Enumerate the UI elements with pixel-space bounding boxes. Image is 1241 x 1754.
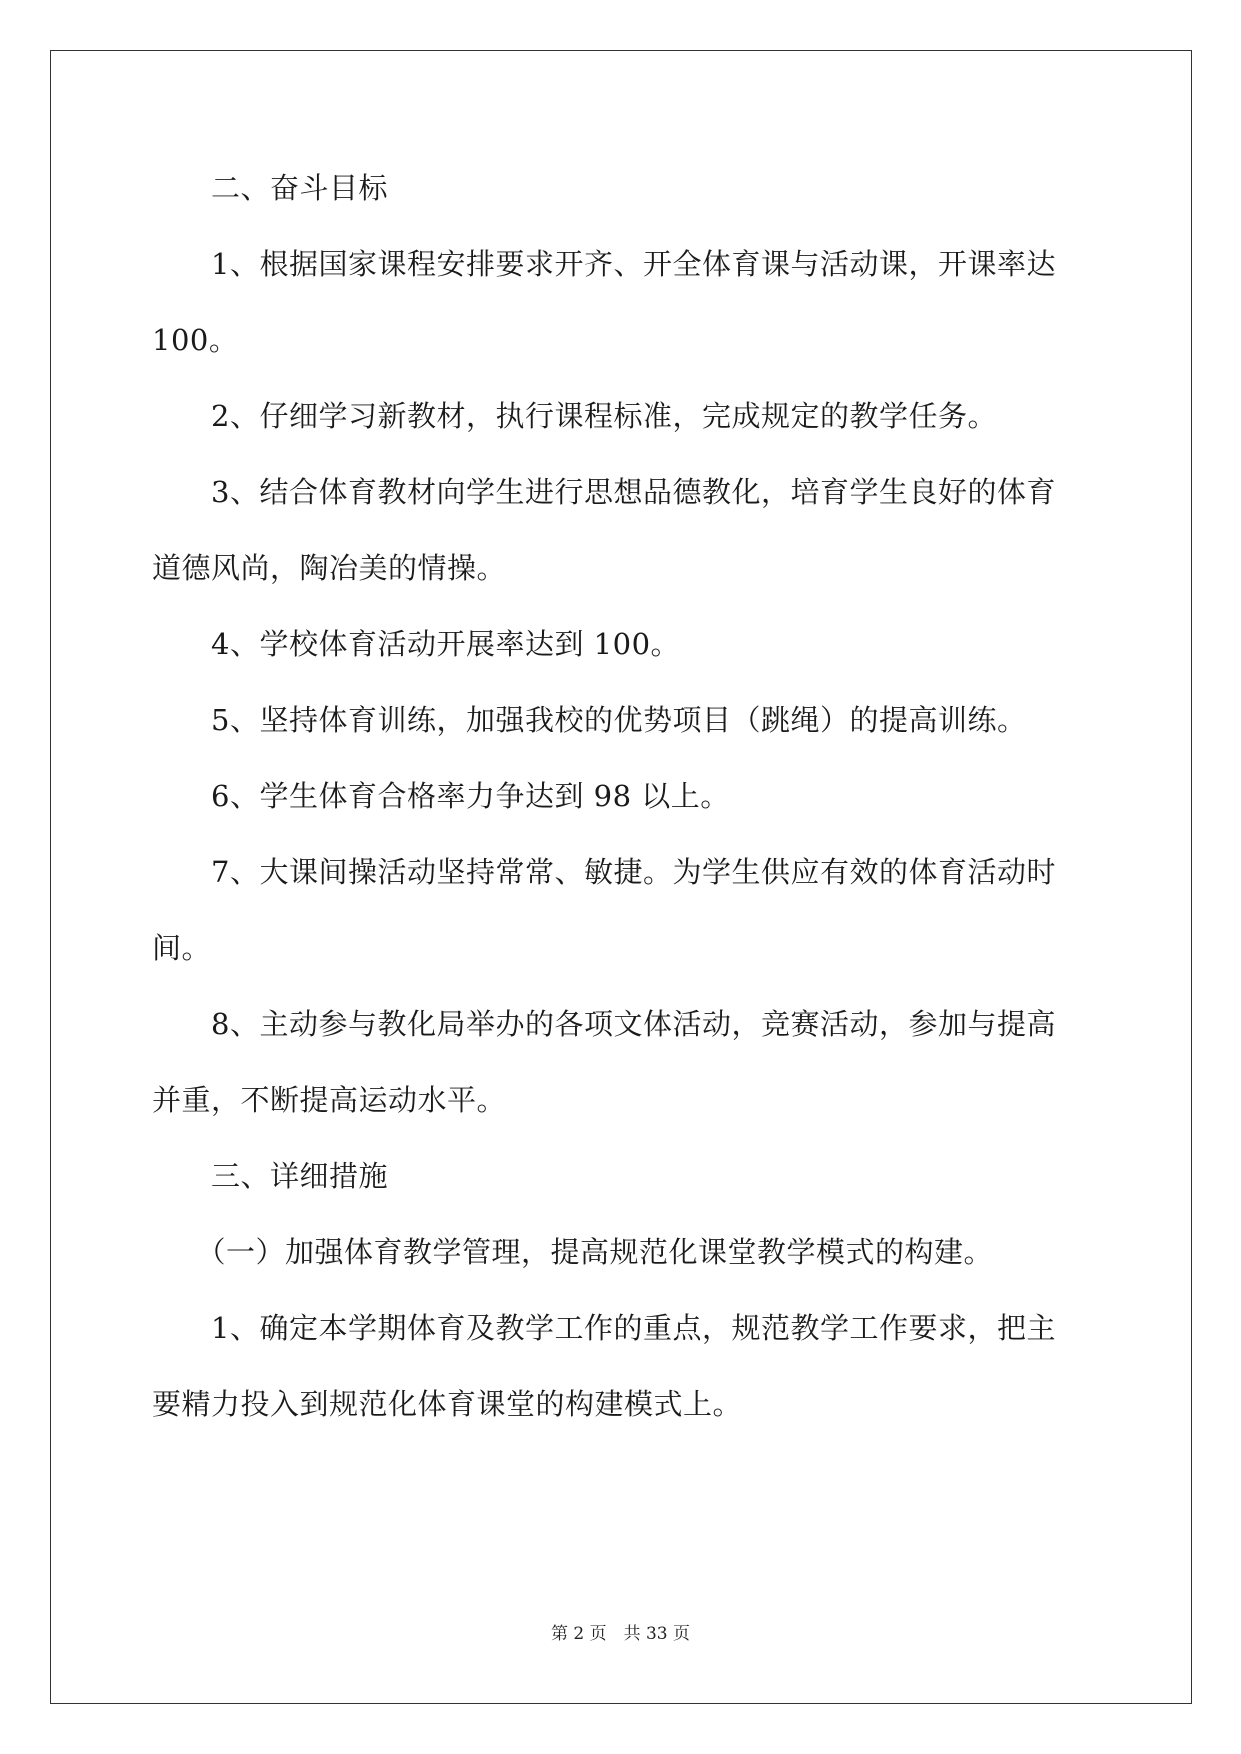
text-line: 道德风尚，陶冶美的情操。	[152, 551, 507, 585]
text-line: 并重，不断提高运动水平。	[152, 1083, 507, 1117]
text-line: 6、学生体育合格率力争达到 98 以上。	[152, 779, 730, 813]
text-line: 1、根据国家课程安排要求开齐、开全体育课与活动课，开课率达	[152, 247, 1056, 281]
text-line: （一）加强体育教学管理，提高规范化课堂教学模式的构建。	[152, 1235, 994, 1269]
text-line: 7、大课间操活动坚持常常、敏捷。为学生供应有效的体育活动时	[152, 855, 1056, 889]
text-line: 4、学校体育活动开展率达到 100。	[152, 627, 681, 661]
text-line: 5、坚持体育训练，加强我校的优势项目（跳绳）的提高训练。	[152, 703, 1027, 737]
text-line: 间。	[152, 931, 212, 965]
text-line: 8、主动参与教化局举办的各项文体活动，竞赛活动，参加与提高	[152, 1007, 1056, 1041]
text-line: 1、确定本学期体育及教学工作的重点，规范教学工作要求，把主	[152, 1311, 1056, 1345]
text-line: 要精力投入到规范化体育课堂的构建模式上。	[152, 1387, 743, 1421]
text-line: 100。	[152, 323, 239, 357]
text-line: 2、仔细学习新教材，执行课程标准，完成规定的教学任务。	[152, 399, 997, 433]
text-line: 3、结合体育教材向学生进行思想品德教化，培育学生良好的体育	[152, 475, 1056, 509]
section-heading: 二、奋斗目标	[152, 171, 389, 205]
page-number-footer: 第 2 页 共 33 页	[550, 1624, 691, 1644]
section-heading: 三、详细措施	[152, 1159, 389, 1193]
